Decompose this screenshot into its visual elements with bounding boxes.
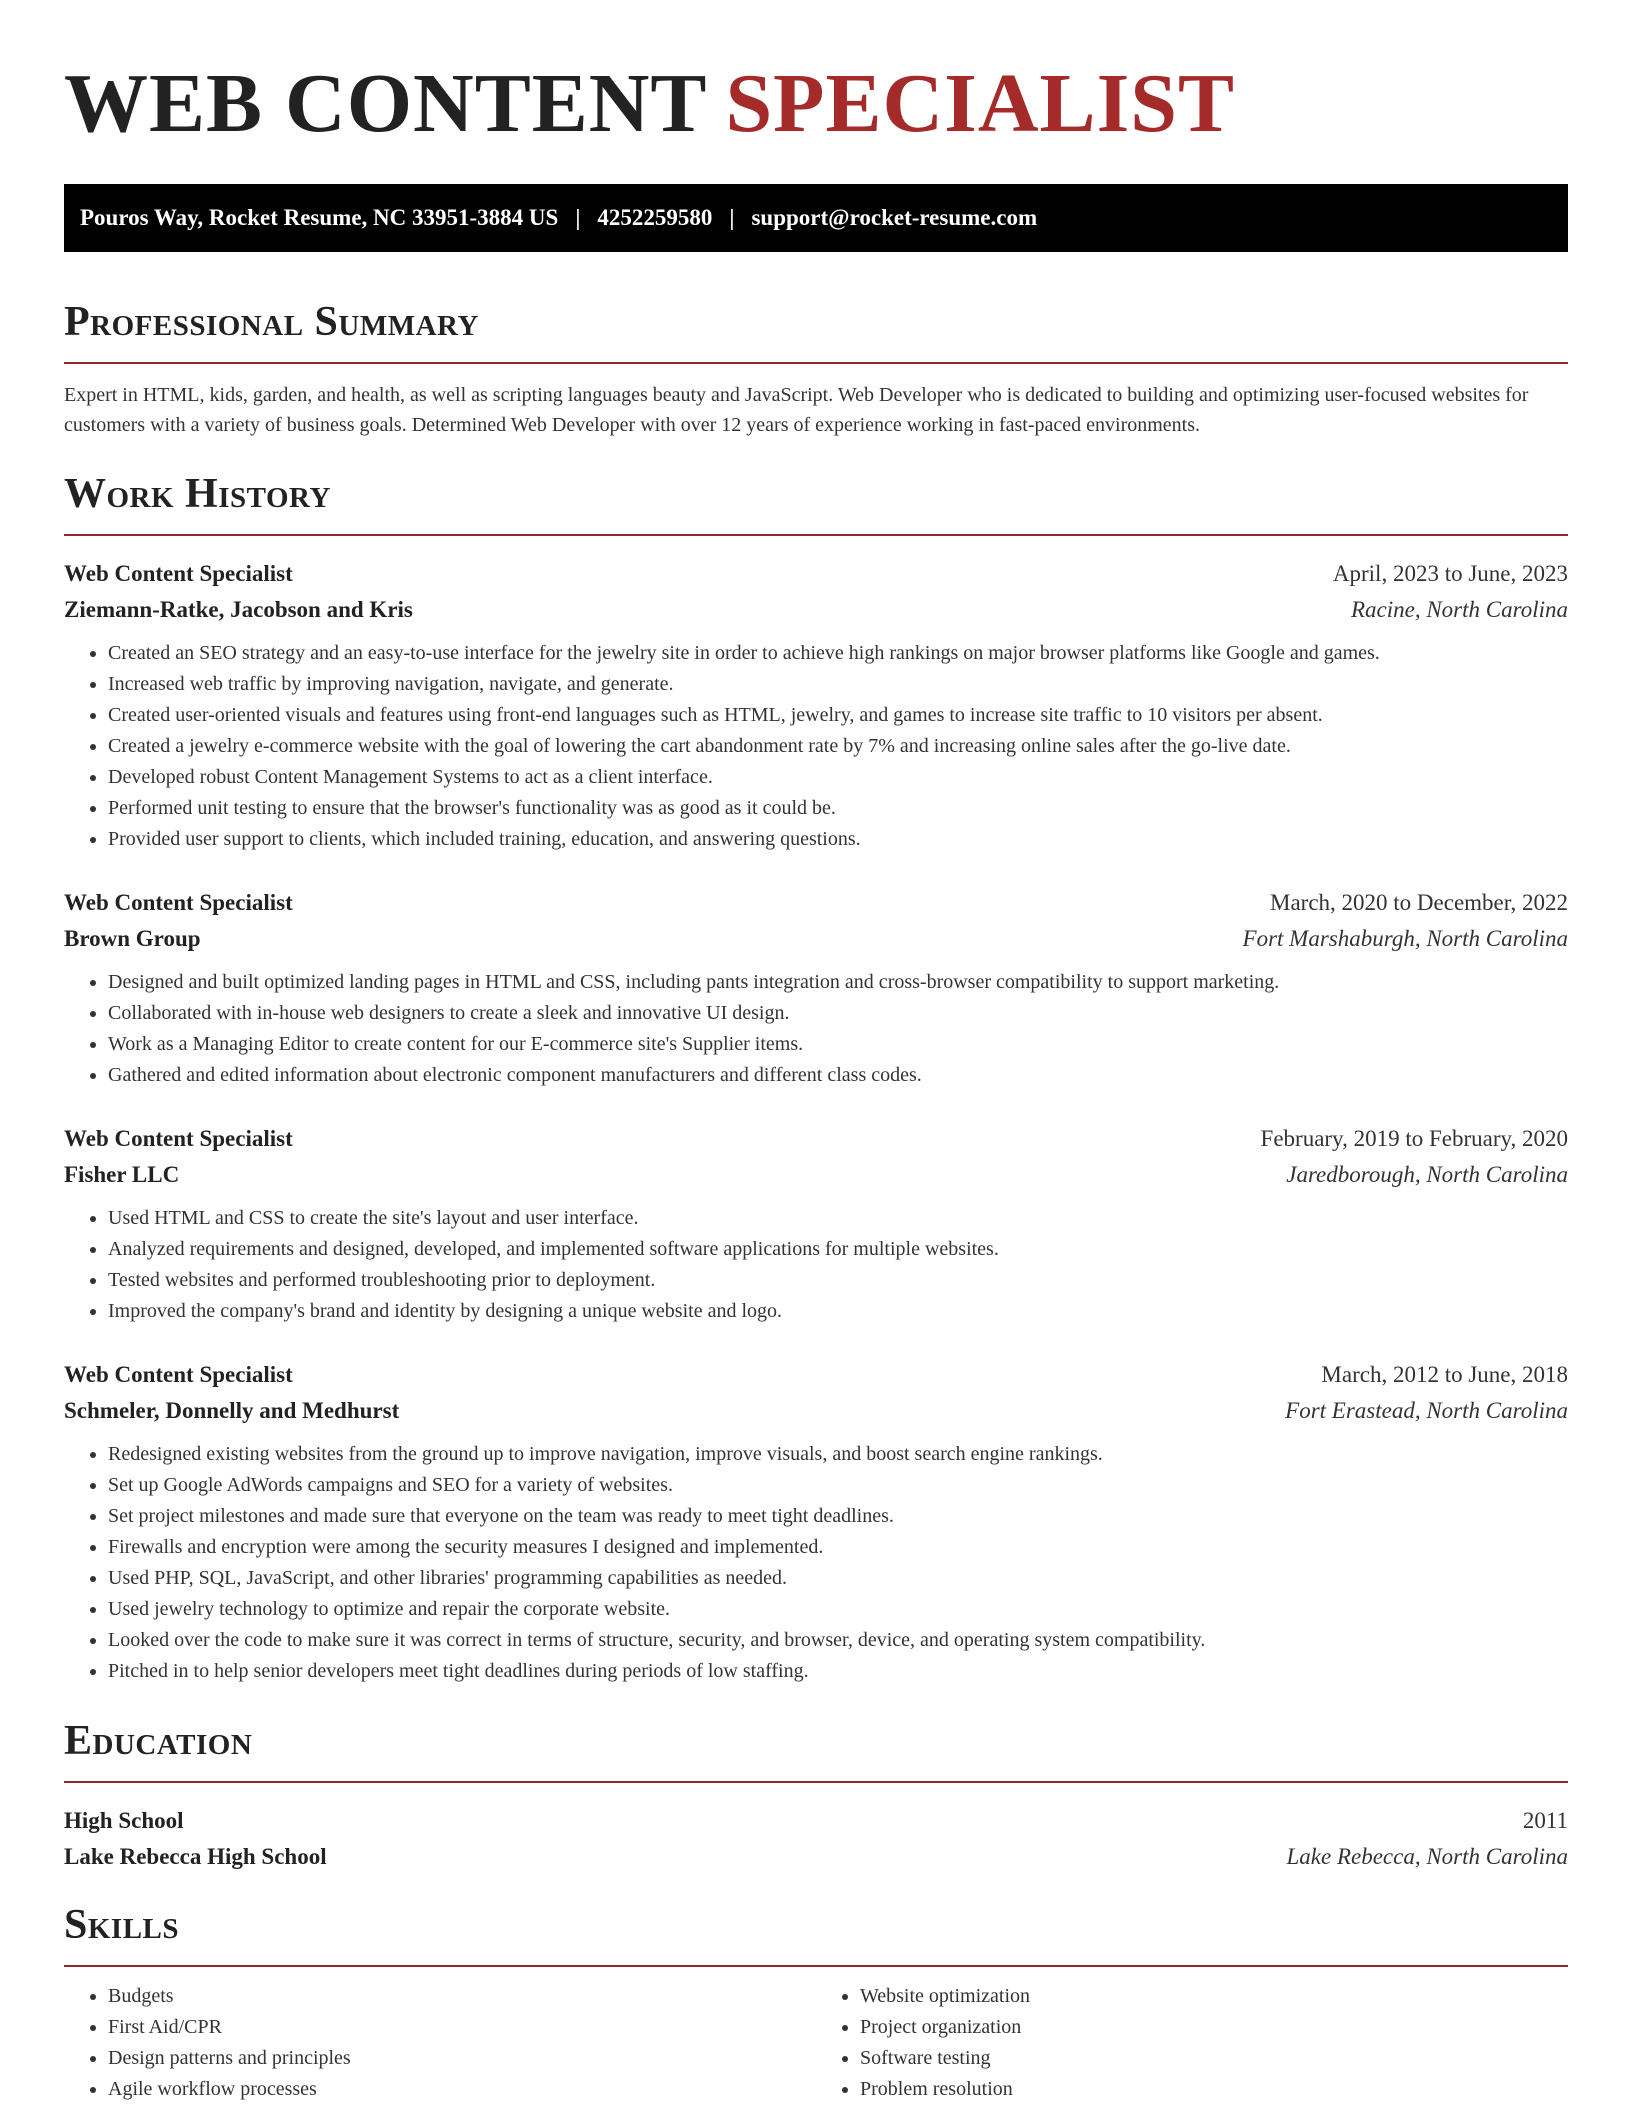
job-company-row: [64, 921, 1568, 957]
job-title: Web Content Specialist: [64, 1126, 293, 1151]
page-title: [64, 58, 1568, 150]
list-item: • Work as a Managing Editor to create content for our E-commerce site's Supplier items.: [108, 1029, 1568, 1060]
job-header-row: [64, 885, 1568, 921]
list-item: • Created an SEO strategy and an easy-to-use interface for the jewelry site in order to achieve high rankings on major browser platforms like Google and games.: [108, 638, 1568, 669]
job-company: Schmeler, Donnelly and Medhurst: [64, 1398, 400, 1423]
list-item: • Pitched in to help senior developers meet tight deadlines during periods of low staffing.: [108, 1656, 1568, 1687]
job-entry: [64, 1357, 1568, 1687]
list-item: • Analyzed requirements and designed, developed, and implemented software applications for multiple websites.: [108, 1234, 1568, 1265]
job-bullets: [64, 967, 1568, 1091]
section-divider: [64, 362, 1568, 364]
list-item: • Redesigned existing websites from the ground up to improve navigation, improve visuals, and boost search engine rankings.: [108, 1439, 1568, 1470]
job-bullets: [64, 638, 1568, 855]
list-item: • Provided user support to clients, which included training, education, and answering questions.: [108, 824, 1568, 855]
list-item: • Designed and built optimized landing pages in HTML and CSS, including pants integration and cross-browser compatibility to support marketing.: [108, 967, 1568, 998]
education-year: 2011: [1522, 1808, 1568, 1833]
list-item: • Collaborated with in-house web designers to create a sleek and innovative UI design.: [108, 998, 1568, 1029]
resume-content: [64, 0, 1568, 2105]
skill-item: • First Aid/CPR: [108, 2012, 816, 2043]
list-item: • Performed unit testing to ensure that the browser's functionality was as good as it could be.: [108, 793, 1568, 824]
job-location: Racine, North Carolina: [1350, 597, 1568, 622]
section-divider: [64, 1781, 1568, 1783]
job-header-row: [64, 556, 1568, 592]
title-part-1: WEB CONTENT: [64, 57, 708, 150]
job-bullets: [64, 1203, 1568, 1327]
education-school: Lake Rebecca High School: [64, 1844, 327, 1869]
skill-item: • Budgets: [108, 1981, 816, 2012]
job-title: Web Content Specialist: [64, 1362, 293, 1387]
section-divider: [64, 534, 1568, 536]
list-item: • Used PHP, SQL, JavaScript, and other libraries' programming capabilities as needed.: [108, 1563, 1568, 1594]
job-entry: [64, 1121, 1568, 1327]
skill-item: • Project organization: [860, 2012, 1568, 2043]
job-entry: [64, 885, 1568, 1091]
list-item: • Increased web traffic by improving navigation, navigate, and generate.: [108, 669, 1568, 700]
job-company: Ziemann-Ratke, Jacobson and Kris: [64, 597, 413, 622]
list-item: • Tested websites and performed troubleshooting prior to deployment.: [108, 1265, 1568, 1296]
skill-item: • Design patterns and principles: [108, 2043, 816, 2074]
list-item: • Used HTML and CSS to create the site's layout and user interface.: [108, 1203, 1568, 1234]
job-company: Brown Group: [64, 926, 201, 951]
list-item: • Gathered and edited information about electronic component manufacturers and different class codes.: [108, 1060, 1568, 1091]
summary-text: Expert in HTML, kids, garden, and health, as well as scripting languages beauty and JavaScript. Web Developer who is dedicated to building and optimizing user-focused websites for customers with a variety of business goals. Determined Web Developer with over 12 years of experience working in fast-paced environments.: [64, 384, 1529, 436]
contact-separator: |: [729, 205, 735, 230]
skill-item: • Problem resolution: [860, 2074, 1568, 2105]
contact-separator: |: [575, 205, 581, 230]
education-location: Lake Rebecca, North Carolina: [1286, 1844, 1568, 1869]
contact-phone[interactable]: 4252259580: [597, 205, 713, 230]
education-header-row: [64, 1803, 1568, 1839]
skills-column-right: [816, 1981, 1568, 2105]
section-divider: [64, 1965, 1568, 1967]
job-company-row: [64, 1393, 1568, 1429]
skill-item: • Agile workflow processes: [108, 2074, 816, 2105]
job-dates: April, 2023 to June, 2023: [1332, 561, 1568, 586]
section-heading-skills: Skills: [64, 1902, 180, 1948]
skill-item: • Software testing: [860, 2043, 1568, 2074]
job-title: Web Content Specialist: [64, 561, 293, 586]
education-entry: [64, 1803, 1568, 1875]
job-location: Fort Marshaburgh, North Carolina: [1242, 926, 1568, 951]
contact-bar: [64, 184, 1568, 252]
job-dates: March, 2020 to December, 2022: [1270, 890, 1568, 915]
job-dates: February, 2019 to February, 2020: [1260, 1126, 1568, 1151]
education-degree: High School: [64, 1808, 184, 1833]
skills-list: [64, 1981, 1568, 2105]
job-entry: [64, 556, 1568, 855]
job-title: Web Content Specialist: [64, 890, 293, 915]
section-heading-summary: Professional Summary: [64, 299, 479, 345]
job-company: Fisher LLC: [64, 1162, 180, 1187]
skill-item: • Website optimization: [860, 1981, 1568, 2012]
list-item: • Improved the company's brand and identity by designing a unique website and logo.: [108, 1296, 1568, 1327]
list-item: • Created a jewelry e-commerce website with the goal of lowering the cart abandonment rate by 7% and increasing online sales after the go-live date.: [108, 731, 1568, 762]
job-header-row: [64, 1357, 1568, 1393]
section-heading-work-history: Work History: [64, 471, 331, 517]
job-dates: March, 2012 to June, 2018: [1321, 1362, 1568, 1387]
job-location: Fort Erastead, North Carolina: [1285, 1398, 1568, 1423]
contact-address: Pouros Way, Rocket Resume, NC 33951-3884 US: [80, 205, 559, 230]
job-company-row: [64, 592, 1568, 628]
list-item: • Set project milestones and made sure that everyone on the team was ready to meet tight deadlines.: [108, 1501, 1568, 1532]
list-item: • Set up Google AdWords campaigns and SEO for a variety of websites.: [108, 1470, 1568, 1501]
list-item: • Used jewelry technology to optimize and repair the corporate website.: [108, 1594, 1568, 1625]
list-item: • Looked over the code to make sure it was correct in terms of structure, security, and browser, device, and operating system compatibility.: [108, 1625, 1568, 1656]
skills-column-left: [64, 1981, 816, 2105]
job-company-row: [64, 1157, 1568, 1193]
list-item: • Developed robust Content Management Systems to act as a client interface.: [108, 762, 1568, 793]
job-header-row: [64, 1121, 1568, 1157]
education-school-row: [64, 1839, 1568, 1875]
contact-email[interactable]: support@rocket-resume.com: [751, 205, 1038, 230]
section-heading-education: Education: [64, 1718, 253, 1764]
list-item: • Firewalls and encryption were among the security measures I designed and implemented.: [108, 1532, 1568, 1563]
job-bullets: [64, 1439, 1568, 1687]
job-location: Jaredborough, North Carolina: [1286, 1162, 1568, 1187]
list-item: • Created user-oriented visuals and features using front-end languages such as HTML, jewelry, and games to increase site traffic to 10 visitors per absent.: [108, 700, 1568, 731]
title-part-2: SPECIALIST: [725, 57, 1235, 150]
